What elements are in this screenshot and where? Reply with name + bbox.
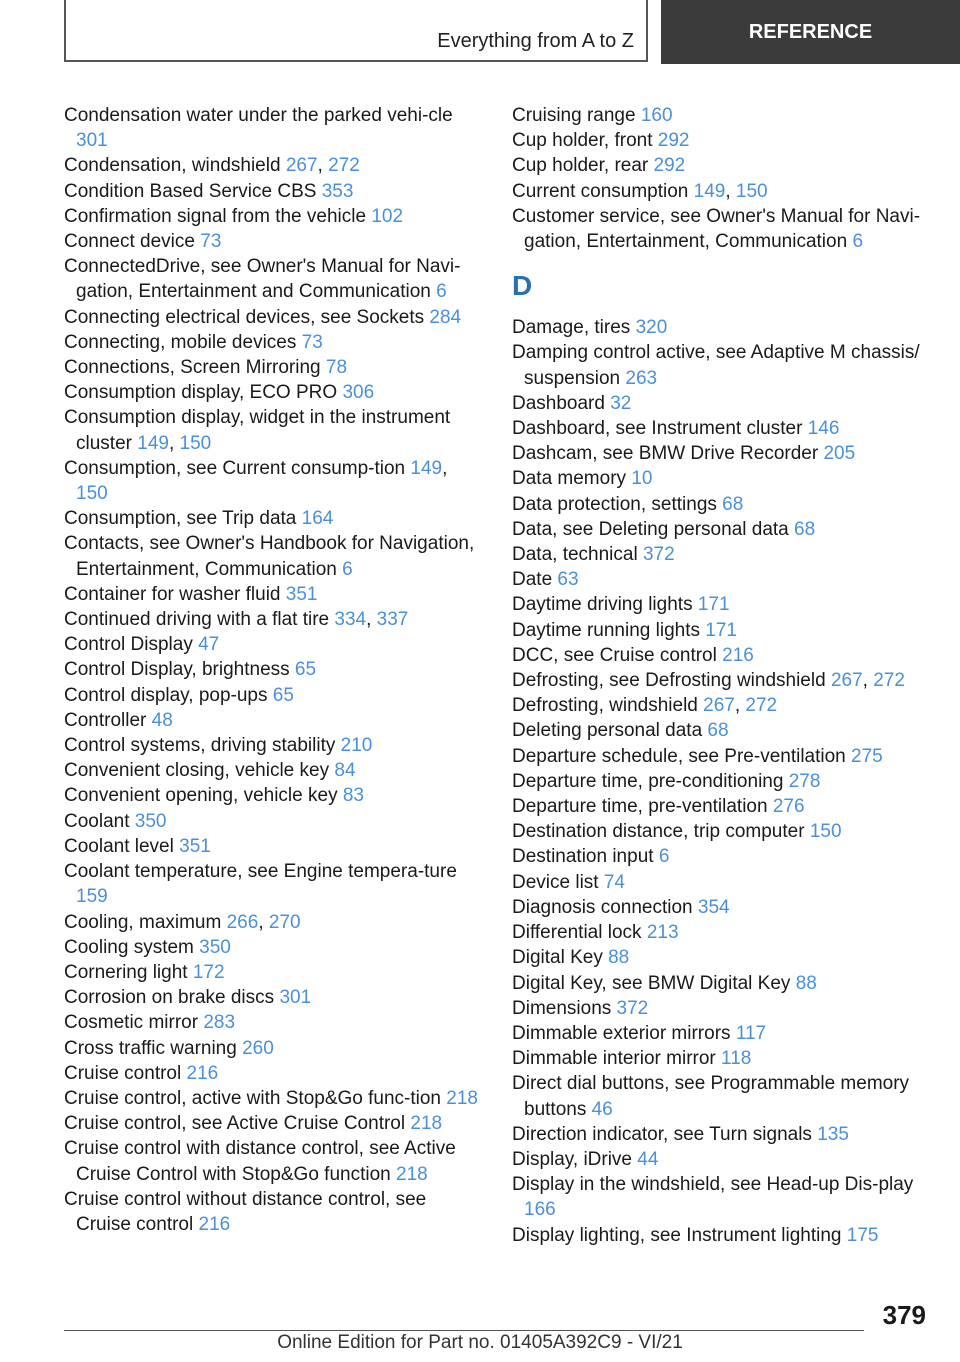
page-reference-link[interactable]: 74	[603, 871, 625, 893]
index-entry-text: Consumption display, ECO PRO	[64, 382, 338, 404]
index-entry	[512, 542, 932, 567]
index-entry	[64, 657, 484, 682]
page-reference-link[interactable]: 32	[610, 392, 632, 414]
page-reference-link[interactable]: 117	[735, 1022, 767, 1044]
index-entry	[64, 330, 484, 355]
index-entry	[64, 1036, 484, 1061]
index-entry	[512, 517, 932, 542]
index-entry-text: Convenient opening, vehicle key	[64, 785, 338, 807]
index-entry	[64, 809, 484, 834]
page-reference-link[interactable]: 10	[631, 468, 653, 490]
page-reference-link[interactable]: 218	[396, 1163, 428, 1185]
page-reference-link[interactable]: 216	[186, 1062, 219, 1084]
page-reference-link[interactable]: 73	[301, 331, 323, 353]
page-reference-link[interactable]: 73	[200, 231, 222, 253]
index-entry	[512, 416, 932, 441]
page-reference-link[interactable]: 44	[637, 1148, 659, 1170]
index-entry-text: Connect device	[64, 231, 195, 253]
page-reference-link[interactable]: 160	[640, 105, 673, 126]
page-reference-link[interactable]: 159	[76, 886, 108, 908]
page-reference-link[interactable]: 88	[795, 972, 817, 994]
index-entry	[64, 935, 484, 960]
index-entry-text: Dashboard, see Instrument cluster	[512, 418, 803, 440]
index-entry-text: Consumption, see Trip data	[64, 508, 297, 530]
page-reference-link[interactable]: 351	[285, 583, 318, 605]
index-entry-text: Control Display	[64, 634, 193, 656]
index-entry-text: Differential lock	[512, 922, 642, 944]
index-entry-text: Destination input	[512, 846, 654, 868]
index-entry-text: Cruise control, active with Stop&Go func-tion	[64, 1087, 442, 1109]
index-column-right	[512, 103, 932, 1248]
index-entry-text: Coolant level	[64, 835, 174, 857]
page-reference-link[interactable]: 47	[198, 634, 220, 656]
page-reference-link[interactable]: 213	[646, 922, 679, 944]
index-entry	[512, 718, 932, 743]
index-entry-text: Display lighting, see Instrument lighting	[512, 1224, 842, 1246]
page-reference-link[interactable]: 6	[658, 846, 670, 868]
index-entry-text: Condition Based Service CBS	[64, 180, 317, 202]
index-entry-text: Cornering light	[64, 961, 188, 983]
page-reference-link[interactable]: 353	[321, 180, 354, 202]
page-reference-link[interactable]: 301	[279, 987, 312, 1009]
index-entry-text: DCC, see Cruise control	[512, 644, 717, 666]
index-entry-text: Damping control active, see Adaptive M chassis/ suspension	[512, 342, 920, 389]
page-reference-link[interactable]: 372	[616, 997, 649, 1019]
page-reference-link[interactable]: 6	[436, 281, 447, 303]
index-entry	[512, 844, 932, 869]
index-entry	[64, 355, 484, 380]
page-reference-link[interactable]: 6	[342, 558, 353, 580]
page-reference-link[interactable]: 150	[76, 483, 108, 505]
index-entry-text: Consumption, see Current consump-tion	[64, 457, 406, 479]
index-entry	[64, 1061, 484, 1086]
index-entry-text: ConnectedDrive, see Owner's Manual for Navi-gation, Entertainment and Communication	[64, 256, 461, 303]
page-reference-link[interactable]: 149	[137, 432, 169, 454]
index-entry	[512, 1223, 932, 1248]
page-reference-link[interactable]: 88	[608, 947, 630, 969]
page-reference-link[interactable]: 350	[134, 810, 167, 832]
index-entry-text: Data, see Deleting personal data	[512, 518, 789, 540]
index-entry-text: Control systems, driving stability	[64, 735, 336, 757]
index-entry	[64, 1136, 484, 1186]
page-reference-link[interactable]: 276	[772, 796, 805, 818]
index-entry	[512, 103, 932, 128]
page-reference-link[interactable]: 260	[242, 1037, 274, 1059]
index-entry-text: Cooling system	[64, 936, 194, 958]
index-entry-text: Cruising range	[512, 105, 636, 126]
page-reference-link[interactable]: 68	[722, 493, 744, 515]
index-entry: Defrosting, windshield 267, 272	[512, 695, 778, 717]
index-entry-text: Cup holder, rear	[512, 155, 649, 177]
index-entry-text: Destination distance, trip computer	[512, 821, 805, 843]
index-entry	[64, 1111, 484, 1136]
index-entry-text: Coolant	[64, 810, 130, 832]
index-entry-text: Display, iDrive	[512, 1148, 633, 1170]
index-entry: Defrosting, see Defrosting windshield 267, 272	[512, 670, 905, 692]
index-entry	[512, 920, 932, 945]
index-entry-text: Connecting electrical devices, see Sockets	[64, 306, 425, 328]
index-entry	[512, 895, 932, 920]
page-reference-link[interactable]: 68	[794, 518, 816, 540]
index-entry-text: Convenient closing, vehicle key	[64, 760, 330, 782]
index-entry	[64, 960, 484, 985]
page-reference-link[interactable]: 166	[524, 1199, 556, 1221]
index-entry-text: Cooling, maximum	[64, 911, 222, 933]
index-entry-text: Digital Key	[512, 947, 603, 969]
index-entry	[64, 204, 484, 229]
page-reference-link[interactable]: 83	[342, 785, 364, 807]
page-reference-link[interactable]: 320	[635, 317, 668, 339]
index-entry-text: Consumption display, widget in the instrument cluster	[64, 407, 451, 454]
page-reference-link[interactable]: 150	[179, 432, 212, 454]
section-title: Everything from A to Z	[437, 30, 634, 52]
index-entry	[64, 305, 484, 330]
index-entry	[512, 340, 932, 390]
page-reference-link[interactable]: 150	[735, 180, 768, 202]
section-tab	[64, 0, 648, 62]
page-number: 379	[882, 1300, 926, 1330]
index-entry	[64, 229, 484, 254]
index-entry-text: Cruise control, see Active Cruise Control	[64, 1113, 406, 1135]
page-reference-link[interactable]: 205	[823, 443, 856, 465]
page-reference-link[interactable]: 78	[325, 357, 348, 379]
page-reference-link[interactable]: 68	[707, 720, 729, 742]
index-entry	[512, 441, 932, 466]
index-entry	[64, 683, 484, 708]
page-reference-link[interactable]: 272	[745, 695, 778, 717]
page-reference-link[interactable]: 171	[705, 619, 737, 641]
index-entry-text: Departure time, pre-conditioning	[512, 770, 784, 792]
index-entry-text: Direction indicator, see Turn signals	[512, 1123, 812, 1145]
index-entry	[512, 1071, 932, 1121]
index-entry	[512, 819, 932, 844]
page-reference-link[interactable]: 272	[328, 155, 360, 177]
index-entry	[64, 179, 484, 204]
page-reference-link[interactable]: 172	[192, 961, 225, 983]
index-entry-text: Continued driving with a flat tire	[64, 609, 330, 631]
page-reference-link[interactable]: 146	[807, 418, 840, 440]
index-entry-text: Coolant temperature, see Engine tempera-ture	[64, 861, 457, 883]
index-entry: Cooling, maximum 266, 270	[64, 911, 301, 933]
index-entry	[64, 531, 484, 581]
page-reference-link[interactable]: 48	[151, 709, 173, 731]
section-letter-heading: D	[512, 270, 533, 302]
page-reference-link[interactable]: 292	[657, 130, 690, 152]
index-entry	[512, 1122, 932, 1147]
index-entry	[512, 618, 932, 643]
page-reference-link[interactable]: 267	[830, 670, 863, 692]
index-entry	[64, 985, 484, 1010]
reference-tab: REFERENCE	[661, 0, 960, 64]
page-reference-link[interactable]: 65	[272, 684, 294, 706]
index-entry-text: Control display, pop-ups	[64, 684, 268, 706]
index-entry	[512, 996, 932, 1021]
index-entry	[64, 103, 484, 153]
index-entry	[512, 315, 932, 340]
index-entry-text: Data protection, settings	[512, 493, 717, 515]
index-entry-text: Dimmable exterior mirrors	[512, 1022, 731, 1044]
index-entry	[512, 870, 932, 895]
page-reference-link[interactable]: 350	[199, 936, 231, 958]
index-entry-text: Daytime running lights	[512, 619, 700, 641]
page-reference-link[interactable]: 354	[697, 896, 730, 918]
index-entry	[64, 1086, 484, 1111]
index-entry	[64, 834, 484, 859]
index-entry-text: Current consumption	[512, 180, 689, 202]
page-reference-link[interactable]: 216	[722, 644, 754, 666]
index-entry	[64, 380, 484, 405]
page-reference-link[interactable]: 267	[285, 155, 318, 177]
index-entry-text: Departure time, pre-ventilation	[512, 796, 768, 818]
page-reference-link[interactable]: 150	[809, 821, 842, 843]
page-reference-link[interactable]: 301	[76, 130, 108, 152]
index-entry-text: Dashboard	[512, 392, 605, 414]
index-entry-text: Dashcam, see BMW Drive Recorder	[512, 443, 819, 465]
index-entry	[512, 391, 932, 416]
page-reference-link[interactable]: 65	[294, 659, 317, 681]
index-entry	[512, 128, 932, 153]
index-entry-text: Container for washer fluid	[64, 583, 281, 605]
index-entry	[512, 204, 932, 254]
index-entry	[512, 567, 932, 592]
index-entry	[64, 1187, 484, 1237]
page-reference-link[interactable]: 351	[179, 835, 211, 857]
index-entry-text: Damage, tires	[512, 317, 631, 339]
index-entry-text: Connecting, mobile devices	[64, 331, 297, 353]
page-reference-link[interactable]: 292	[653, 155, 686, 177]
footer-divider	[64, 1330, 864, 1331]
index-entry-text: Device list	[512, 871, 599, 893]
index-entry: Condensation, windshield 267, 272	[64, 155, 360, 177]
page-reference-link[interactable]: 102	[371, 205, 404, 227]
index-entry: Continued driving with a flat tire 334, 337	[64, 609, 409, 631]
page-reference-link[interactable]: 270	[268, 911, 301, 933]
page-reference-link[interactable]: 175	[846, 1224, 879, 1246]
index-entry	[64, 632, 484, 657]
index-entry-text: Confirmation signal from the vehicle	[64, 205, 367, 227]
page-reference-link[interactable]: 278	[788, 770, 821, 792]
index-entry-text: Cruise control without distance control, see Cruise control	[64, 1188, 427, 1235]
page-reference-link[interactable]: 218	[446, 1087, 478, 1109]
index-entry-text: Cup holder, front	[512, 130, 653, 152]
page-reference-link[interactable]: 218	[410, 1113, 443, 1135]
page-reference-link[interactable]: 372	[642, 544, 675, 566]
index-entry	[512, 744, 932, 769]
index-entry: Current consumption 149, 150	[512, 180, 768, 202]
index-entry-text: Condensation, windshield	[64, 155, 281, 177]
index-entry	[512, 1021, 932, 1046]
index-entry-text: Date	[512, 569, 553, 591]
index-entry	[512, 592, 932, 617]
index-entry	[64, 254, 484, 304]
index-entry	[64, 859, 484, 909]
page-reference-link[interactable]: 267	[703, 695, 735, 717]
index-entry-text: Display in the windshield, see Head-up Dis-play	[512, 1174, 914, 1196]
page-reference-link[interactable]: 306	[342, 382, 375, 404]
index-entry-text: Direct dial buttons, see Programmable memory buttons	[512, 1073, 910, 1120]
index-entry	[512, 769, 932, 794]
page-reference-link[interactable]: 337	[376, 609, 409, 631]
index-entry-text: Deleting personal data	[512, 720, 703, 742]
index-entry-text: Control Display, brightness	[64, 659, 290, 681]
page-reference-link[interactable]: 63	[557, 569, 579, 591]
index-entry-text: Dimensions	[512, 997, 612, 1019]
index-entry-text: Condensation water under the parked vehi-cle	[64, 105, 453, 126]
index-entry-text: Defrosting, windshield	[512, 695, 698, 717]
index-entry-text: Data memory	[512, 468, 627, 490]
index-entry	[512, 794, 932, 819]
index-entry-text: Daytime driving lights	[512, 594, 693, 616]
index-entry	[512, 153, 932, 178]
page-reference-link[interactable]: 118	[721, 1048, 752, 1070]
index-entry	[512, 492, 932, 517]
page-reference-link[interactable]: 6	[852, 231, 864, 253]
index-entry-text: Cruise control	[64, 1062, 182, 1084]
page-reference-link[interactable]: 84	[334, 760, 356, 782]
index-entry	[64, 783, 484, 808]
page-reference-link[interactable]: 284	[429, 306, 462, 328]
page-reference-link[interactable]: 171	[697, 594, 730, 616]
index-entry-text: Diagnosis connection	[512, 896, 693, 918]
index-entry-text: Cruise control with distance control, see Active Cruise Control with Stop&Go function	[64, 1138, 456, 1185]
index-entry: Consumption, see Current consump-tion 149, 150	[64, 457, 448, 505]
page-reference-link[interactable]: 334	[334, 609, 367, 631]
index-entry-text: Data, technical	[512, 544, 638, 566]
page-reference-link[interactable]: 164	[301, 508, 334, 530]
index-entry: Consumption display, widget in the instrument cluster 149, 150	[64, 407, 451, 454]
page-reference-link[interactable]: 46	[591, 1098, 613, 1120]
index-entry	[512, 1046, 932, 1071]
edition-footer: Online Edition for Part no. 01405A392C9 - VI/21	[277, 1332, 683, 1353]
page-reference-link[interactable]: 210	[340, 735, 373, 757]
index-entry-text: Controller	[64, 709, 147, 731]
index-entry-text: Digital Key, see BMW Digital Key	[512, 972, 791, 994]
index-entry-text: Contacts, see Owner's Handbook for Navigation, Entertainment, Communication	[64, 533, 475, 580]
index-entry	[64, 758, 484, 783]
index-entry-text: Dimmable interior mirror	[512, 1048, 716, 1070]
index-entry-text: Departure schedule, see Pre-ventilation	[512, 745, 846, 767]
index-entry-text: Cosmetic mirror	[64, 1012, 199, 1034]
page-header	[64, 0, 960, 66]
index-entry	[512, 945, 932, 970]
index-entry	[512, 971, 932, 996]
index-entry	[64, 582, 484, 607]
index-column-left	[64, 103, 484, 1237]
index-entry	[64, 506, 484, 531]
index-entry-text: Cross traffic warning	[64, 1037, 237, 1059]
page-reference-link[interactable]: 266	[226, 911, 259, 933]
page-reference-link[interactable]: 135	[817, 1123, 849, 1145]
index-entry	[64, 1010, 484, 1035]
index-entry-text: Corrosion on brake discs	[64, 987, 275, 1009]
index-entry	[512, 466, 932, 491]
index-entry	[512, 1147, 932, 1172]
page-reference-link[interactable]: 216	[198, 1213, 231, 1235]
index-entry	[64, 733, 484, 758]
page-reference-link[interactable]: 283	[203, 1012, 236, 1034]
index-entry-text: Customer service, see Owner's Manual for Navi-gation, Entertainment, Communication	[512, 205, 921, 253]
page-reference-link[interactable]: 275	[851, 745, 883, 767]
page-reference-link[interactable]: 149	[410, 457, 443, 479]
page-reference-link[interactable]: 149	[693, 180, 726, 202]
index-entry	[512, 1172, 932, 1222]
index-entry	[64, 708, 484, 733]
page-reference-link[interactable]: 272	[873, 670, 905, 692]
index-entry-text: Connections, Screen Mirroring	[64, 357, 321, 379]
index-entry-text: Defrosting, see Defrosting windshield	[512, 670, 826, 692]
page-reference-link[interactable]: 263	[625, 367, 658, 389]
index-entry	[512, 643, 932, 668]
